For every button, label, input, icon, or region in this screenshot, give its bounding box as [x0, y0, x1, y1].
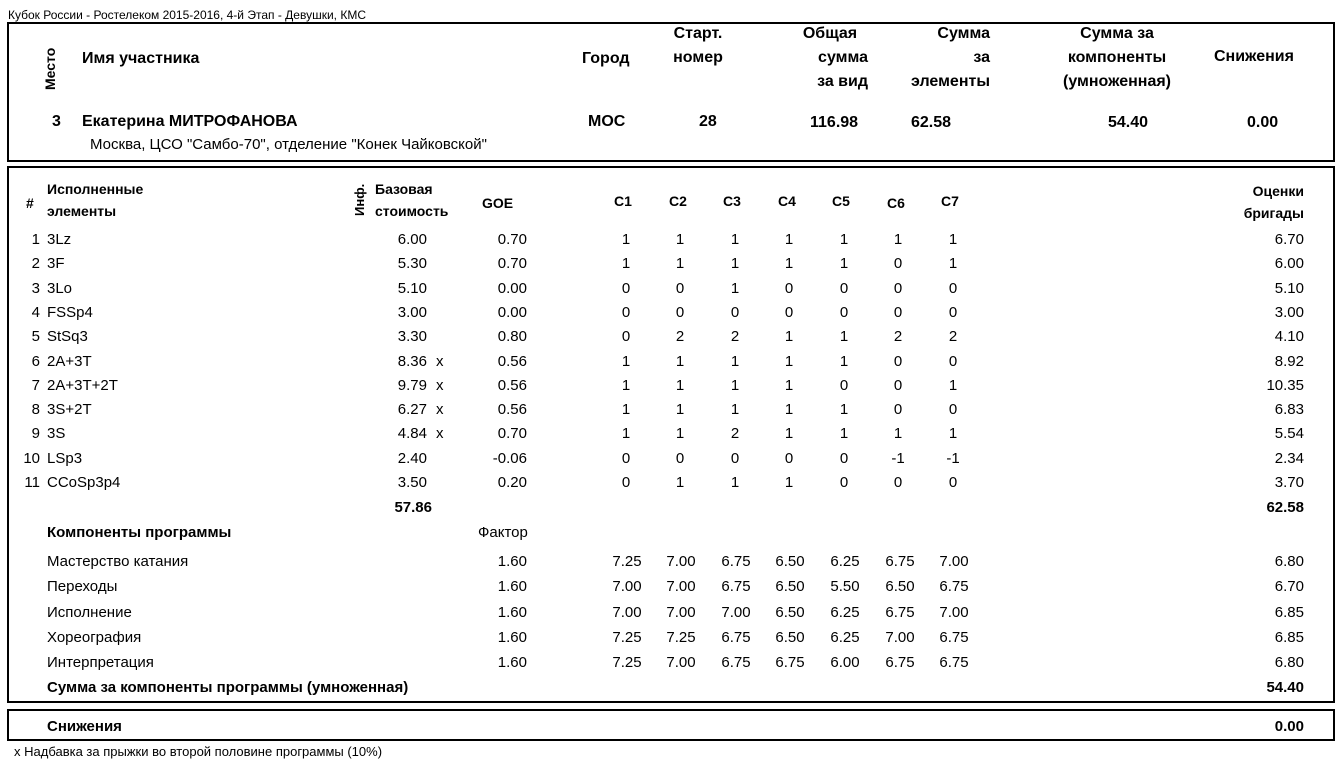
- element-goe: 0.00: [497, 279, 527, 297]
- component-judge-1-score: 7.00: [612, 603, 642, 621]
- component-judge-6-score: 7.00: [885, 628, 915, 646]
- element-judge-4-score: 0: [784, 449, 794, 467]
- element-judge-3-score: 1: [730, 279, 740, 297]
- components-total-row: [0, 676, 1343, 700]
- element-judge-6-score: 0: [893, 352, 903, 370]
- component-name: Интерпретация: [47, 654, 154, 672]
- element-info-mark: x: [436, 425, 444, 443]
- component-judge-4-score: 6.50: [775, 553, 805, 570]
- element-judge-3-score: 0: [730, 449, 740, 467]
- element-name: 3Lz: [47, 231, 72, 248]
- skater-start-number: 28: [699, 113, 717, 130]
- event-title: Кубок России - Ростелеком 2015-2016, 4-й Этап - Девушки, КМС: [8, 8, 366, 22]
- element-judge-7-score: -1: [946, 449, 960, 467]
- element-judge-2-score: 0: [675, 449, 685, 467]
- component-name: Хореография: [47, 628, 142, 646]
- element-judge-6-score: 1: [893, 231, 903, 248]
- component-judge-7-score: 6.75: [939, 578, 969, 596]
- element-goe: 0.56: [497, 401, 527, 419]
- component-judge-1-score: 7.25: [612, 628, 642, 646]
- element-number: 2: [31, 255, 40, 273]
- element-judge-7-score: 0: [948, 352, 958, 370]
- skater-elements-score: 62.58: [911, 114, 952, 131]
- element-base-value: 4.84: [397, 425, 427, 443]
- element-judge-3-score: 0: [730, 303, 740, 321]
- element-judge-5-score: 0: [839, 376, 849, 394]
- element-goe: 0.70: [497, 255, 527, 273]
- skater-deductions: 0.00: [1247, 114, 1279, 131]
- skater-place: 3: [52, 113, 61, 130]
- element-number: 11: [24, 474, 40, 491]
- element-base-value: 2.40: [397, 449, 427, 467]
- element-panel-score: 8.92: [1274, 352, 1304, 370]
- element-judge-5-score: 1: [839, 352, 849, 370]
- element-name: 3F: [47, 255, 65, 273]
- element-judge-7-score: 1: [948, 376, 958, 394]
- element-judge-2-score: 1: [675, 231, 685, 248]
- element-base-value: 5.10: [397, 279, 427, 297]
- col-judge-5-header: C5: [832, 193, 850, 209]
- component-judge-2-score: 7.00: [666, 654, 696, 672]
- element-judge-6-score: 0: [893, 376, 903, 394]
- component-judge-5-score: 6.25: [830, 603, 860, 621]
- element-judge-2-score: 1: [675, 352, 685, 370]
- element-info-mark: x: [436, 352, 444, 370]
- col-judge-4-header: C4: [778, 193, 796, 209]
- element-judge-7-score: 0: [948, 474, 958, 491]
- element-judge-3-score: 1: [730, 231, 740, 248]
- component-judge-3-score: 6.75: [721, 553, 751, 570]
- element-judge-1-score: 0: [621, 303, 631, 321]
- element-judge-1-score: 1: [621, 255, 631, 273]
- element-judge-2-score: 1: [675, 425, 685, 443]
- element-goe: 0.56: [497, 352, 527, 370]
- component-row: [0, 651, 1343, 675]
- component-judge-4-score: 6.50: [775, 578, 805, 596]
- element-number: 3: [31, 279, 40, 297]
- element-judge-7-score: 1: [948, 255, 958, 273]
- element-judge-2-score: 1: [675, 401, 685, 419]
- element-row: [0, 350, 1343, 374]
- element-judge-6-score: 0: [893, 279, 903, 297]
- footnote: x Надбавка за прыжки во второй половине программы (10%): [14, 744, 383, 759]
- component-judge-6-score: 6.50: [885, 578, 915, 596]
- component-judge-5-score: 5.50: [830, 578, 860, 596]
- element-judge-3-score: 2: [730, 328, 740, 346]
- element-goe: -0.06: [492, 449, 527, 467]
- element-judge-6-score: 0: [893, 255, 903, 273]
- element-judge-1-score: 0: [621, 279, 631, 297]
- header-start-number: Старт. номер: [673, 25, 723, 66]
- col-goe-header: GOE: [482, 195, 514, 211]
- element-row: [0, 398, 1343, 422]
- element-judge-3-score: 1: [730, 401, 740, 419]
- element-judge-6-score: 0: [893, 303, 903, 321]
- component-judge-2-score: 7.00: [666, 603, 696, 621]
- component-judge-1-score: 7.25: [612, 654, 642, 672]
- element-judge-3-score: 2: [730, 425, 740, 443]
- element-panel-score: 4.10: [1274, 328, 1304, 346]
- element-name: LSp3: [47, 449, 83, 467]
- element-judge-6-score: -1: [891, 449, 905, 467]
- element-number: 4: [31, 303, 40, 321]
- element-judge-2-score: 1: [675, 474, 685, 491]
- element-judge-1-score: 1: [621, 352, 631, 370]
- element-row: [0, 228, 1343, 252]
- header-place: Место: [42, 47, 58, 90]
- element-judge-5-score: 0: [839, 449, 849, 467]
- component-judge-2-score: 7.25: [666, 628, 696, 646]
- component-judge-7-score: 6.75: [939, 654, 969, 672]
- element-base-value: 3.30: [397, 328, 427, 346]
- element-judge-4-score: 1: [784, 352, 794, 370]
- skater-components-score: 54.40: [1108, 114, 1149, 131]
- element-info-mark: x: [436, 401, 444, 419]
- component-panel-score: 6.80: [1274, 553, 1304, 570]
- component-judge-6-score: 6.75: [885, 603, 915, 621]
- component-judge-3-score: 6.75: [721, 654, 751, 672]
- element-info-mark: x: [436, 376, 444, 394]
- header-name: Имя участника: [82, 50, 200, 67]
- component-judge-6-score: 6.75: [885, 654, 915, 672]
- component-panel-score: 6.80: [1274, 654, 1304, 672]
- element-judge-5-score: 0: [839, 279, 849, 297]
- element-name: 2A+3T: [47, 352, 92, 370]
- deductions-row: [0, 715, 1343, 739]
- component-judge-2-score: 7.00: [666, 553, 696, 570]
- element-panel-score: 6.83: [1274, 401, 1304, 419]
- element-panel-score: 3.00: [1274, 303, 1304, 321]
- element-judge-5-score: 1: [839, 425, 849, 443]
- elements-total-panel: 62.58: [1266, 499, 1304, 516]
- component-judge-7-score: 7.00: [939, 603, 969, 621]
- component-row: [0, 626, 1343, 650]
- component-factor: 1.60: [497, 628, 527, 646]
- element-row: [0, 325, 1343, 349]
- component-name: Переходы: [47, 578, 118, 596]
- element-judge-4-score: 1: [784, 328, 794, 346]
- component-judge-5-score: 6.25: [830, 628, 860, 646]
- component-judge-1-score: 7.25: [612, 553, 642, 570]
- element-number: 10: [23, 449, 40, 467]
- element-panel-score: 10.35: [1266, 376, 1304, 394]
- component-judge-4-score: 6.50: [775, 628, 805, 646]
- element-base-value: 3.00: [397, 303, 427, 321]
- element-panel-score: 5.10: [1274, 279, 1304, 297]
- element-panel-score: 3.70: [1274, 474, 1304, 491]
- component-panel-score: 6.85: [1274, 603, 1304, 621]
- element-panel-score: 6.70: [1274, 231, 1304, 248]
- component-factor: 1.60: [497, 654, 527, 672]
- element-base-value: 6.00: [397, 231, 427, 248]
- component-panel-score: 6.70: [1274, 578, 1304, 596]
- element-judge-7-score: 0: [948, 279, 958, 297]
- element-goe: 0.00: [497, 303, 527, 321]
- header-deductions: Снижения: [1214, 48, 1294, 65]
- col-base-header: Базовая стоимость: [375, 181, 449, 219]
- element-name: 3S: [47, 425, 66, 443]
- element-judge-1-score: 1: [621, 401, 631, 419]
- element-judge-7-score: 0: [948, 401, 958, 419]
- factor-label: Фактор: [478, 524, 528, 541]
- element-judge-6-score: 0: [893, 401, 903, 419]
- skater-club: Москва, ЦСО "Самбо-70", отделение "Конек Чайковской": [90, 136, 487, 153]
- component-judge-2-score: 7.00: [666, 578, 696, 596]
- element-judge-5-score: 1: [839, 231, 849, 248]
- element-judge-7-score: 2: [948, 328, 958, 346]
- components-total-value: 54.40: [1266, 679, 1304, 696]
- header-total-score: Общая сумма за вид: [802, 25, 868, 90]
- element-row: [0, 252, 1343, 276]
- element-judge-4-score: 1: [784, 231, 794, 248]
- component-name: Исполнение: [47, 603, 132, 621]
- element-panel-score: 2.34: [1274, 449, 1304, 467]
- element-judge-1-score: 0: [621, 474, 631, 491]
- element-name: 3S+2T: [47, 401, 92, 419]
- col-judge-7-header: C7: [941, 193, 959, 209]
- element-panel-score: 6.00: [1274, 255, 1304, 273]
- element-number: 6: [31, 352, 40, 370]
- element-row: [0, 422, 1343, 446]
- element-judge-2-score: 0: [675, 303, 685, 321]
- col-info-header: Инф.: [352, 183, 367, 216]
- component-row: [0, 550, 1343, 574]
- component-name: Мастерство катания: [47, 553, 189, 570]
- element-judge-2-score: 0: [675, 279, 685, 297]
- col-number-header: #: [26, 195, 34, 211]
- element-judge-2-score: 1: [675, 255, 685, 273]
- element-judge-5-score: 1: [839, 401, 849, 419]
- component-judge-7-score: 7.00: [939, 553, 969, 570]
- component-judge-3-score: 6.75: [721, 578, 751, 596]
- col-judge-1-header: C1: [614, 193, 632, 209]
- element-row: [0, 374, 1343, 398]
- element-judge-4-score: 1: [784, 255, 794, 273]
- element-judge-4-score: 1: [784, 376, 794, 394]
- element-number: 8: [31, 401, 40, 419]
- component-judge-4-score: 6.50: [775, 603, 805, 621]
- element-judge-1-score: 1: [621, 231, 631, 248]
- skater-name: Екатерина МИТРОФАНОВА: [82, 113, 298, 130]
- element-judge-2-score: 1: [675, 376, 685, 394]
- element-judge-7-score: 1: [948, 231, 958, 248]
- component-judge-5-score: 6.25: [830, 553, 860, 570]
- element-judge-5-score: 1: [839, 328, 849, 346]
- element-goe: 0.70: [497, 231, 527, 248]
- element-judge-3-score: 1: [730, 255, 740, 273]
- col-panel-header: Оценки бригады: [1243, 183, 1304, 221]
- components-total-label: Сумма за компоненты программы (умноженная): [47, 679, 409, 696]
- element-judge-3-score: 1: [730, 474, 740, 491]
- element-base-value: 5.30: [397, 255, 427, 273]
- components-header-row: [0, 521, 1343, 545]
- element-judge-7-score: 1: [948, 425, 958, 443]
- element-base-value: 9.79: [397, 376, 427, 394]
- element-number: 1: [31, 231, 40, 248]
- skater-city: МОС: [588, 113, 626, 130]
- element-judge-1-score: 1: [621, 376, 631, 394]
- component-judge-7-score: 6.75: [939, 628, 969, 646]
- element-judge-5-score: 0: [839, 303, 849, 321]
- element-judge-7-score: 0: [948, 303, 958, 321]
- element-judge-6-score: 2: [893, 328, 903, 346]
- deductions-label: Снижения: [47, 718, 122, 735]
- element-row: [0, 447, 1343, 471]
- element-number: 5: [31, 328, 40, 346]
- element-judge-5-score: 1: [839, 255, 849, 273]
- header-components-score: Сумма за компоненты (умноженная): [1063, 25, 1171, 90]
- element-judge-4-score: 1: [784, 401, 794, 419]
- skater-total-score: 116.98: [810, 114, 859, 131]
- component-judge-5-score: 6.00: [830, 654, 860, 672]
- element-judge-3-score: 1: [730, 376, 740, 394]
- component-judge-3-score: 6.75: [721, 628, 751, 646]
- element-panel-score: 5.54: [1274, 425, 1304, 443]
- element-base-value: 6.27: [397, 401, 427, 419]
- element-name: 3Lo: [47, 279, 73, 297]
- element-name: FSSp4: [47, 303, 93, 321]
- col-judge-6-header: C6: [887, 195, 905, 211]
- element-judge-3-score: 1: [730, 352, 740, 370]
- element-judge-5-score: 0: [839, 474, 849, 491]
- element-number: 9: [31, 425, 40, 443]
- elements-total-base: 57.86: [394, 499, 432, 516]
- element-row: [0, 471, 1343, 495]
- element-row: [0, 277, 1343, 301]
- header-city: Город: [582, 50, 630, 67]
- element-goe: 0.70: [497, 425, 527, 443]
- col-judge-2-header: C2: [669, 193, 687, 209]
- element-judge-1-score: 0: [621, 449, 631, 467]
- element-base-value: 8.36: [397, 352, 427, 370]
- element-goe: 0.20: [497, 474, 527, 491]
- element-name: CCoSp3p4: [47, 474, 121, 491]
- element-judge-4-score: 0: [784, 303, 794, 321]
- col-elements-header: Исполненные элементы: [47, 181, 144, 219]
- element-judge-6-score: 0: [893, 474, 903, 491]
- element-judge-1-score: 1: [621, 425, 631, 443]
- element-judge-1-score: 0: [621, 328, 631, 346]
- component-factor: 1.60: [497, 578, 527, 596]
- element-judge-4-score: 1: [784, 425, 794, 443]
- component-panel-score: 6.85: [1274, 628, 1304, 646]
- element-name: StSq3: [47, 328, 88, 346]
- element-judge-6-score: 1: [893, 425, 903, 443]
- col-judge-3-header: C3: [723, 193, 741, 209]
- element-judge-2-score: 2: [675, 328, 685, 346]
- element-name: 2A+3T+2T: [47, 376, 118, 394]
- elements-totals-row: [0, 496, 1343, 520]
- components-title: Компоненты программы: [47, 524, 232, 541]
- element-judge-4-score: 0: [784, 279, 794, 297]
- component-judge-4-score: 6.75: [775, 654, 805, 672]
- element-base-value: 3.50: [397, 474, 427, 491]
- component-row: [0, 575, 1343, 599]
- component-judge-6-score: 6.75: [885, 553, 915, 570]
- component-row: [0, 601, 1343, 625]
- element-judge-4-score: 1: [784, 474, 794, 491]
- header-elements-score: Сумма за элементы: [911, 25, 990, 90]
- element-number: 7: [31, 376, 40, 394]
- component-factor: 1.60: [497, 603, 527, 621]
- element-row: [0, 301, 1343, 325]
- component-judge-3-score: 7.00: [721, 603, 751, 621]
- element-goe: 0.56: [497, 376, 527, 394]
- component-judge-1-score: 7.00: [612, 578, 642, 596]
- deductions-value: 0.00: [1274, 718, 1304, 735]
- component-factor: 1.60: [497, 553, 527, 570]
- element-goe: 0.80: [497, 328, 527, 346]
